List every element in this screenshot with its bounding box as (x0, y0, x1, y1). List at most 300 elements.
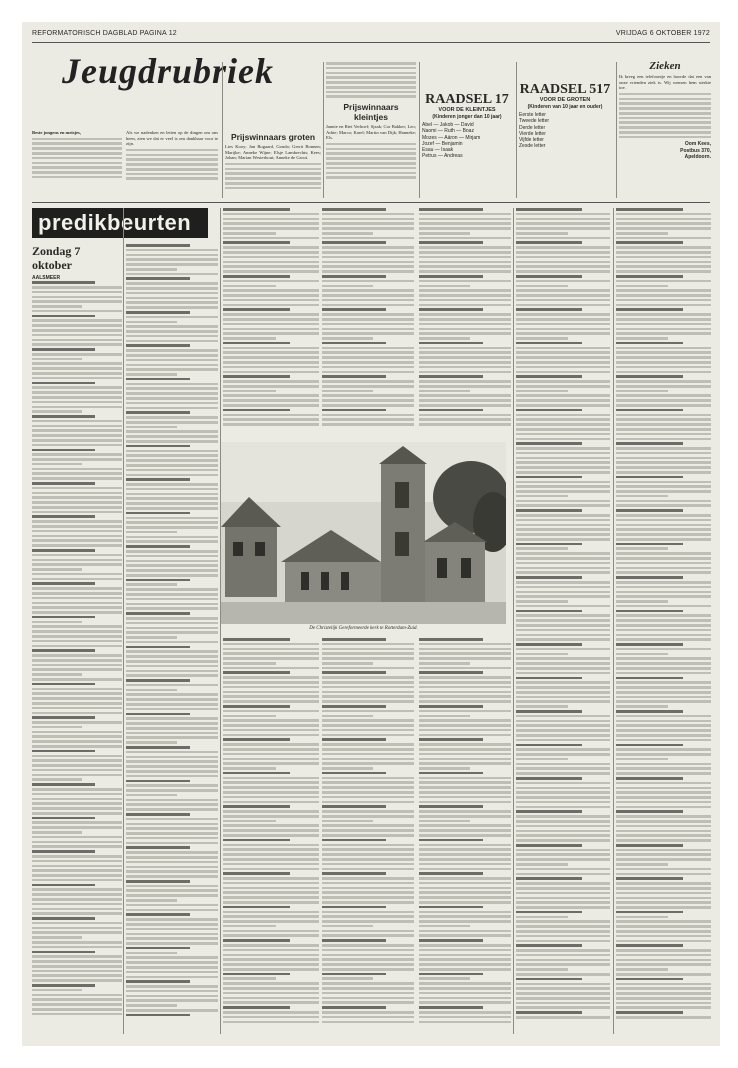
text-line (322, 729, 414, 732)
text-line (516, 213, 610, 216)
text-line (32, 449, 95, 452)
text-line (516, 643, 582, 646)
text-line (322, 963, 414, 966)
text-line (419, 705, 483, 708)
text-line (616, 935, 711, 938)
zieken-sign-b: Postbus 370, (680, 147, 711, 154)
text-line (126, 823, 218, 826)
text-line (223, 681, 319, 684)
predik-col-7 (616, 208, 711, 1034)
col-divider (616, 62, 617, 198)
text-line (419, 251, 511, 254)
text-line (126, 846, 190, 849)
text-line (126, 512, 190, 515)
text-line (616, 237, 711, 240)
text-line (616, 414, 711, 417)
text-line (126, 693, 218, 696)
text-line (32, 487, 122, 490)
text-line (616, 576, 683, 579)
text-line (616, 404, 711, 407)
text-line (223, 973, 290, 976)
text-line (32, 984, 95, 987)
text-line (223, 911, 319, 914)
text-line (516, 304, 610, 307)
text-line (126, 674, 218, 677)
text-line (516, 280, 610, 283)
text-line (419, 1006, 483, 1009)
header-right: VRIJDAG 6 OKTOBER 1972 (615, 30, 710, 37)
text-line (616, 973, 711, 976)
text-line (419, 901, 511, 904)
text-line (126, 464, 218, 467)
text-line (616, 543, 683, 546)
text-line (32, 865, 122, 868)
text-line (616, 390, 668, 393)
text-line (322, 218, 414, 221)
text-line (32, 1003, 122, 1006)
text-line (616, 605, 711, 608)
text-line (126, 851, 218, 854)
text-line (126, 430, 218, 433)
text-line (616, 925, 711, 928)
text-line (322, 777, 414, 780)
text-line (516, 983, 610, 986)
text-line (516, 657, 610, 660)
text-line (223, 356, 319, 359)
text-line (32, 611, 122, 614)
text-line (126, 321, 177, 324)
text-line (616, 772, 711, 775)
text-line (32, 683, 95, 686)
text-line (126, 703, 218, 706)
text-line (616, 490, 711, 493)
text-line (516, 963, 610, 966)
text-line (419, 954, 511, 957)
text-line (322, 676, 414, 679)
text-line (32, 688, 122, 691)
text-line (616, 748, 711, 751)
text-line (516, 863, 568, 866)
text-line (616, 677, 683, 680)
text-line (419, 887, 511, 890)
text-line (516, 361, 610, 364)
text-line (616, 959, 711, 962)
text-line (126, 617, 218, 620)
text-line (126, 947, 190, 950)
raadsel-17-line-1: Naomi — Ruth — Boaz (422, 128, 474, 135)
text-line (322, 977, 373, 980)
text-line (322, 222, 414, 225)
text-line (223, 251, 319, 254)
text-line (516, 442, 582, 445)
text-line (616, 734, 711, 737)
text-line (32, 716, 95, 719)
text-line (223, 863, 319, 866)
text-line (516, 591, 610, 594)
text-line (322, 911, 414, 914)
text-line (322, 241, 386, 244)
text-line (32, 884, 95, 887)
text-line (516, 681, 610, 684)
text-line (616, 643, 683, 646)
text-line (616, 662, 711, 665)
text-line (32, 721, 122, 724)
text-line (126, 818, 218, 821)
text-line (223, 241, 290, 244)
text-line (419, 1021, 511, 1024)
text-line (322, 251, 414, 254)
text-line (223, 208, 290, 211)
text-line (616, 347, 711, 350)
text-line (616, 873, 711, 876)
text-line (322, 734, 414, 737)
text-line (322, 418, 414, 421)
text-line (516, 648, 610, 651)
text-line (126, 799, 218, 802)
text-line (616, 767, 711, 770)
text-line (32, 731, 122, 734)
text-line (223, 323, 319, 326)
text-line (516, 399, 610, 402)
text-line (516, 696, 610, 699)
text-line (516, 356, 610, 359)
text-line (616, 270, 711, 273)
text-line (516, 777, 582, 780)
text-line (616, 638, 711, 641)
text-line (516, 461, 610, 464)
text-line (419, 347, 511, 350)
text-line (616, 294, 711, 297)
prijswinnaars-groten-text: Lies Kooy; Jan Bogaard, Gouda; Gerrit Bonnen; Marijke; Anneke Wijne; Elsje Lambrechts; Kees; Johan; Marian Westerhout; Anneke de Groot. (225, 144, 321, 161)
text-line (322, 939, 386, 942)
text-line (616, 524, 711, 527)
text-line (616, 261, 711, 264)
text-line (419, 968, 511, 971)
text-line (32, 664, 122, 667)
text-line (322, 772, 386, 775)
text-line (322, 394, 414, 397)
text-line (419, 772, 483, 775)
text-line (223, 256, 319, 259)
text-line (322, 332, 414, 335)
text-line (516, 390, 568, 393)
text-line (322, 858, 414, 861)
text-line (322, 748, 414, 751)
text-line (419, 270, 511, 273)
text-line (223, 275, 290, 278)
text-line (516, 954, 610, 957)
text-line (516, 366, 610, 369)
text-line (322, 863, 414, 866)
text-line (32, 640, 122, 643)
text-line (126, 579, 190, 582)
text-line (223, 423, 319, 426)
text-line (419, 805, 483, 808)
text-line (126, 971, 218, 974)
jeugd-intro-col2 (126, 130, 218, 190)
text-line (32, 774, 122, 777)
raadsel-17-sub2: (Kinderen jonger dan 10 jaar) (432, 114, 502, 120)
text-line (32, 812, 122, 815)
text-line (419, 328, 511, 331)
text-line (322, 256, 414, 259)
text-line (616, 944, 683, 947)
text-line (126, 937, 218, 940)
text-line (126, 545, 190, 548)
text-line (322, 285, 373, 288)
text-line (419, 973, 483, 976)
text-line (223, 844, 319, 847)
text-line (223, 853, 319, 856)
raadsel-517-line-1: Tweede letter (519, 118, 550, 125)
text-line (126, 751, 218, 754)
text-line (516, 567, 610, 570)
text-line (126, 536, 218, 539)
text-line (126, 344, 190, 347)
text-line (223, 691, 319, 694)
text-line (32, 554, 122, 557)
text-line (616, 787, 711, 790)
text-line (616, 562, 711, 565)
text-line (419, 304, 511, 307)
text-line (32, 645, 122, 648)
text-line (419, 710, 511, 713)
text-line (419, 810, 511, 813)
text-line (32, 869, 122, 872)
text-line (223, 342, 290, 345)
zieken-sign-a: Oom Kees, (684, 141, 711, 148)
text-line (616, 308, 683, 311)
text-line (616, 782, 711, 785)
text-line (516, 285, 568, 288)
text-line (419, 213, 511, 216)
text-line (126, 574, 218, 577)
text-line (322, 304, 414, 307)
text-line (516, 581, 610, 584)
text-line (516, 289, 610, 292)
text-line (516, 987, 610, 990)
text-line (616, 715, 711, 718)
text-line (616, 409, 683, 412)
text-line (223, 237, 319, 240)
text-line (126, 411, 190, 414)
text-line (516, 261, 610, 264)
text-line (616, 595, 711, 598)
text-line (419, 299, 511, 302)
text-line (516, 868, 610, 871)
text-line (32, 807, 122, 810)
text-line (616, 753, 711, 756)
text-line (126, 564, 218, 567)
text-line (322, 815, 414, 818)
text-line (32, 339, 122, 342)
text-line (322, 705, 386, 708)
text-line (223, 848, 319, 851)
prijswinnaars-kleintjes-text: Jannie en Riet Verhoef; Sjaak; Cor Bakker; Leo; Adrie; Marco; Karel; Martin van Dijk; Hanneke; Els. (326, 124, 416, 141)
text-line (616, 481, 711, 484)
text-line (126, 526, 218, 529)
text-line (419, 662, 470, 665)
text-line (322, 328, 414, 331)
text-line (126, 827, 218, 830)
text-line (126, 531, 177, 534)
text-line (516, 328, 610, 331)
text-line (322, 973, 386, 976)
text-line (32, 578, 122, 581)
text-line (32, 998, 122, 1001)
predik-col-5 (419, 208, 511, 438)
text-line (616, 256, 711, 259)
text-line (616, 810, 683, 813)
text-line (126, 870, 218, 873)
text-line (419, 404, 511, 407)
text-line (32, 472, 122, 475)
text-line (419, 824, 511, 827)
text-line (616, 901, 711, 904)
text-line (223, 390, 276, 393)
text-line (419, 323, 511, 326)
text-line (32, 573, 122, 576)
text-line (616, 461, 711, 464)
text-line (126, 478, 190, 481)
text-line (419, 375, 483, 378)
text-line (516, 423, 610, 426)
text-line (616, 940, 711, 943)
text-line (516, 241, 582, 244)
text-line (32, 358, 82, 361)
text-line (419, 949, 511, 952)
text-line (616, 863, 668, 866)
text-line (223, 810, 319, 813)
text-line (126, 359, 218, 362)
text-line (419, 695, 511, 698)
text-line (126, 507, 218, 510)
text-line (616, 739, 711, 742)
text-line (223, 294, 319, 297)
predik-col-4 (322, 208, 414, 438)
text-line (126, 330, 218, 333)
text-line (32, 946, 122, 949)
text-line (126, 655, 218, 658)
header-rule (32, 42, 710, 43)
text-line (616, 571, 711, 574)
col-divider (123, 208, 124, 1034)
text-line (126, 258, 218, 261)
jeugd-intro-b: Als we nadenken en letten op de dingen om ons heen, zien we dat er veel is om dankbaar voor te zijn. (126, 130, 218, 147)
text-line (223, 285, 276, 288)
text-line (419, 256, 511, 259)
text-line (616, 208, 683, 211)
text-line (32, 788, 122, 791)
text-line (223, 772, 290, 775)
raadsel-17-line-0: Abel — Jakob — David (422, 122, 474, 129)
text-line (223, 939, 290, 942)
text-line (516, 873, 610, 876)
predik-entry-0: AALSMEER (32, 275, 61, 281)
text-line (322, 423, 414, 426)
text-line (223, 748, 319, 751)
text-line (516, 720, 610, 723)
text-line (516, 782, 610, 785)
text-line (419, 246, 511, 249)
text-line (419, 781, 511, 784)
text-line (616, 428, 711, 431)
text-line (322, 949, 414, 952)
text-line (616, 777, 683, 780)
text-line (223, 997, 319, 1000)
text-line (126, 316, 218, 319)
text-line (322, 767, 373, 770)
text-line (616, 399, 711, 402)
text-line (419, 868, 511, 871)
text-line (126, 459, 218, 462)
text-line (419, 285, 470, 288)
text-line (126, 493, 218, 496)
text-line (616, 504, 711, 507)
jeugd-intro-col1 (32, 130, 122, 190)
text-line (419, 820, 470, 823)
text-line (419, 691, 511, 694)
text-line (32, 697, 122, 700)
text-line (419, 987, 511, 990)
text-line (322, 323, 414, 326)
text-line (516, 849, 610, 852)
text-line (32, 802, 122, 805)
text-line (32, 343, 122, 346)
text-line (616, 906, 711, 909)
text-line (32, 396, 122, 399)
text-line (223, 719, 319, 722)
photo-caption: De Christelijk Gereformeerde kerk te Rotterdam-Zuid. (309, 626, 418, 631)
text-line (322, 275, 386, 278)
text-line (419, 418, 511, 421)
text-line (616, 1011, 683, 1014)
text-line (516, 485, 610, 488)
text-line (223, 930, 319, 933)
text-line (516, 810, 582, 813)
text-line (126, 368, 218, 371)
text-line (32, 391, 122, 394)
text-line (419, 222, 511, 225)
text-line (126, 435, 218, 438)
text-line (516, 820, 610, 823)
text-line (616, 552, 711, 555)
text-line (322, 934, 414, 937)
text-line (223, 977, 276, 980)
text-line (126, 421, 218, 424)
text-line (516, 447, 610, 450)
text-line (516, 452, 610, 455)
text-line (322, 294, 414, 297)
text-line (126, 875, 218, 878)
text-line (616, 791, 711, 794)
text-line (516, 1006, 610, 1009)
text-line (419, 361, 511, 364)
text-line (126, 301, 218, 304)
text-line (419, 394, 511, 397)
text-line (419, 390, 470, 393)
text-line (126, 775, 218, 778)
text-line (322, 901, 414, 904)
col-divider (323, 62, 324, 198)
text-line (516, 763, 610, 766)
text-line (516, 294, 610, 297)
text-line (419, 715, 470, 718)
text-line (126, 928, 218, 931)
text-line (223, 963, 319, 966)
text-line (516, 710, 582, 713)
text-line (223, 762, 319, 765)
